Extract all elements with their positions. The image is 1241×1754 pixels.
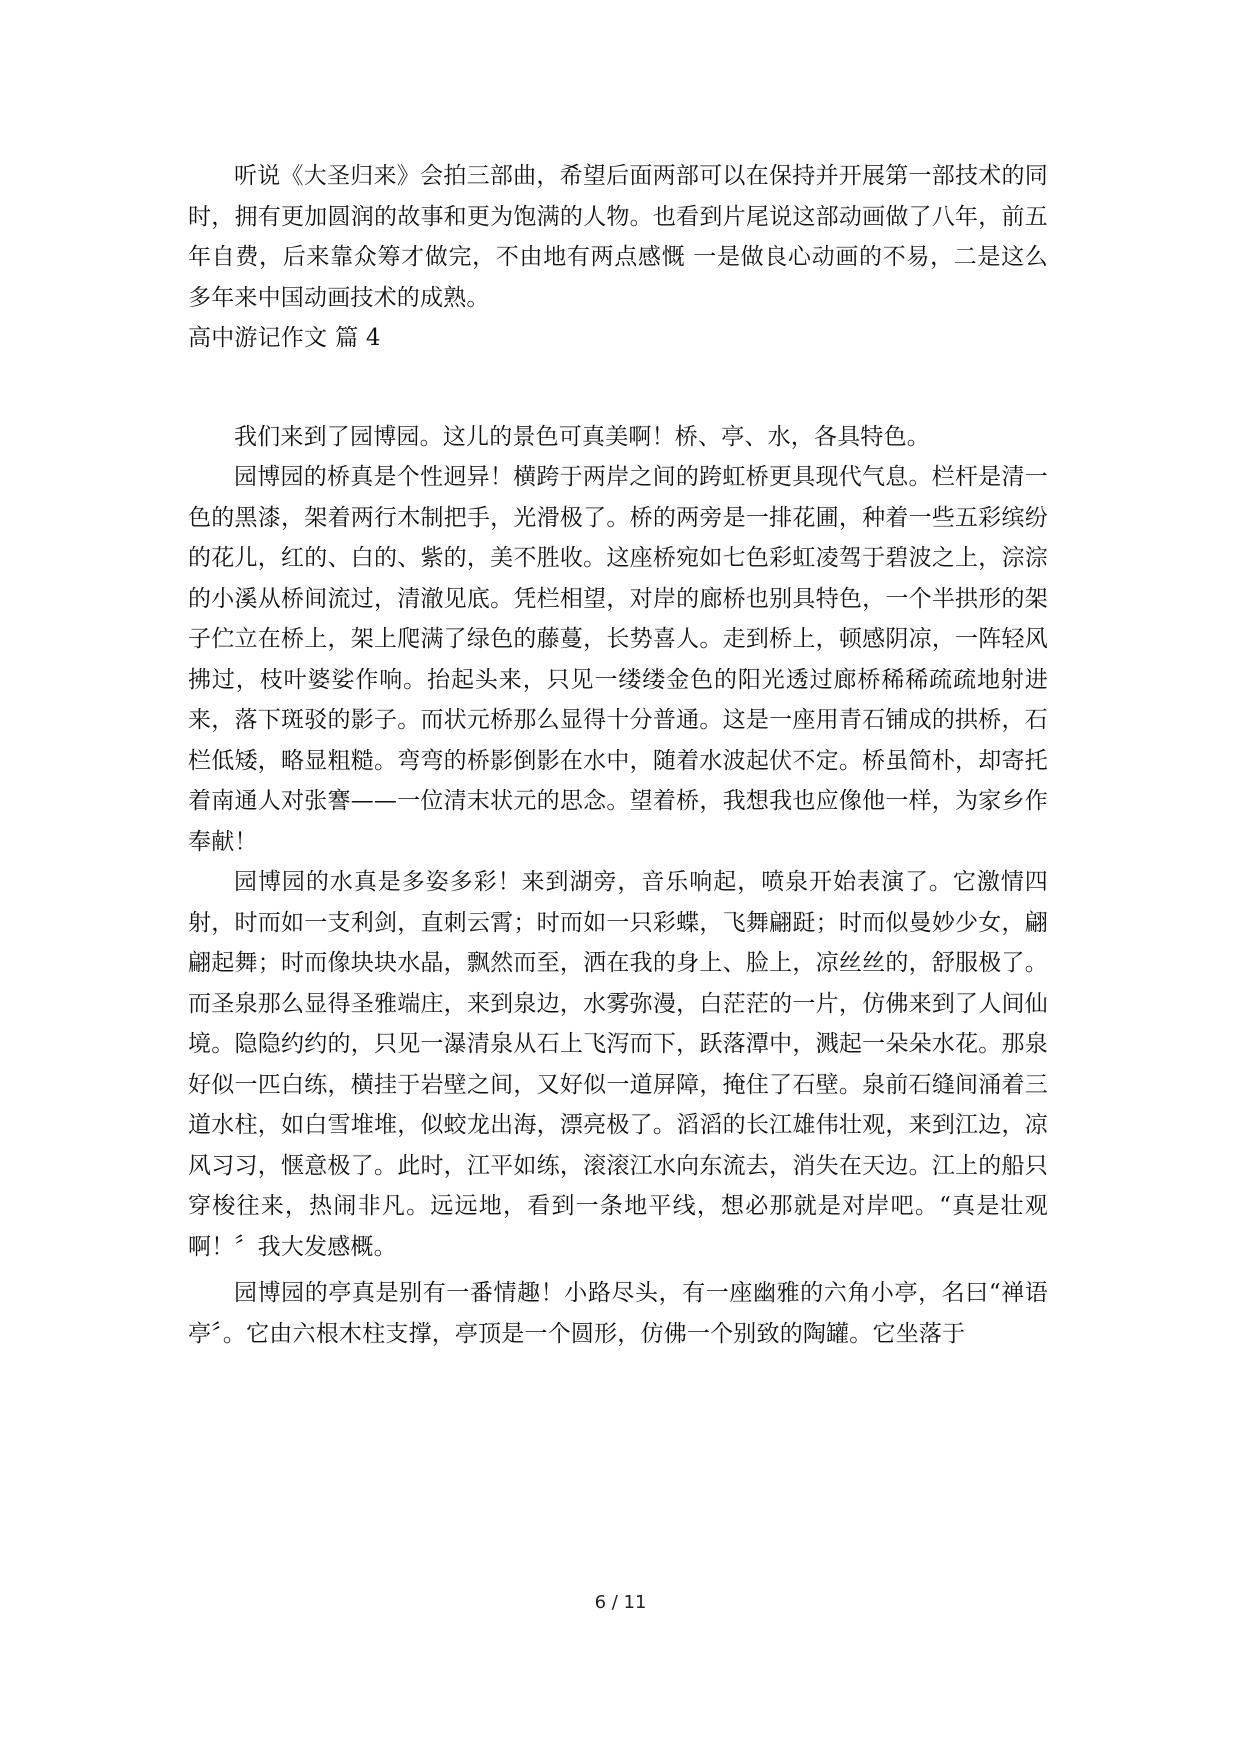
paragraph-pavilion: 园博园的亭真是别有一番情趣！小路尽头，有一座幽雅的六角小亭，名曰“禅语亭〞。它由六根木柱支撑，亭顶是一个圆形，仿佛一个别致的陶罐。它坐落于 [188, 1280, 1048, 1347]
section-number: 篇 4 [335, 325, 381, 351]
document-body [188, 156, 1048, 1354]
section-title: 高中游记作文 [188, 325, 328, 351]
page-number: 6 / 11 [594, 1592, 647, 1613]
blank-spacer [188, 359, 1048, 417]
paragraph-intro: 听说《大圣归来》会拍三部曲，希望后面两部可以在保持并开展第一部技术的同时，拥有更加圆润的故事和更为饱满的人物。也看到片尾说这部动画做了八年，前五年自费，后来靠众筹才做完，不由地有两点感慨 一是做良心动画的不易，二是这么多年来中国动画技术的成熟。 [188, 163, 1048, 311]
section-heading [188, 318, 1048, 359]
paragraph-1: 我们来到了园博园。这儿的景色可真美啊！桥、亭、水，各具特色。 [234, 423, 930, 450]
paragraph-water: 园博园的水真是多姿多彩！来到湖旁，音乐响起，喷泉开始表演了。它激情四射，时而如一支利剑，直刺云霄；时而如一只彩蝶，飞舞翩跹；时而似曼妙少女，翩翩起舞；时而像块块水晶，飘然而至，洒在我的身上、脸上，凉丝丝的，舒服极了。而圣泉那么显得圣雅端庄，来到泉边，水雾弥漫，白茫茫的一片，仿佛来到了人间仙境。隐隐约约的，只见一瀑清泉从石上飞泻而下，跃落潭中，溅起一朵朵水花。那泉好似一匹白练，横挂于岩壁之间，又好似一道屏障，掩住了石壁。泉前石缝间涌着三道水柱，如白雪堆堆，似蛟龙出海，漂亮极了。滔滔的长江雄伟壮观，来到江边，凉风习习，惬意极了。此时，江平如练，滚滚江水向东流去，消失在天边。江上的船只穿梭往来，热闹非凡。远远地，看到一条地平线，想必那就是对岸吧。“真是壮观啊！〞我大发感概。 [188, 869, 1048, 1260]
paragraph-bridges: 园博园的桥真是个性迥异！横跨于两岸之间的跨虹桥更具现代气息。栏杆是清一色的黑漆，架着两行木制把手，光滑极了。桥的两旁是一排花圃，种着一些五彩缤纷的花儿，红的、白的、紫的，美不胜收。这座桥宛如七色彩虹凌驾于碧波之上，淙淙的小溪从桥间流过，清澈见底。凭栏相望，对岸的廊桥也别具特色，一个半拱形的架子伫立在桥上，架上爬满了绿色的藤蔓，长势喜人。走到桥上，顿感阴凉，一阵轻风拂过，枝叶婆娑作响。抬起头来，只见一缕缕金色的阳光透过廊桥稀稀疏疏地射进来，落下斑驳的影子。而状元桥那么显得十分普通。这是一座用青石铺成的拱桥，石栏低矮，略显粗糙。弯弯的桥影倒影在水中，随着水波起伏不定。桥虽简朴，却寄托着南通人对张謇——一位清末状元的思念。望着桥，我想我也应像他一样，为家乡作奉献！ [188, 464, 1048, 855]
